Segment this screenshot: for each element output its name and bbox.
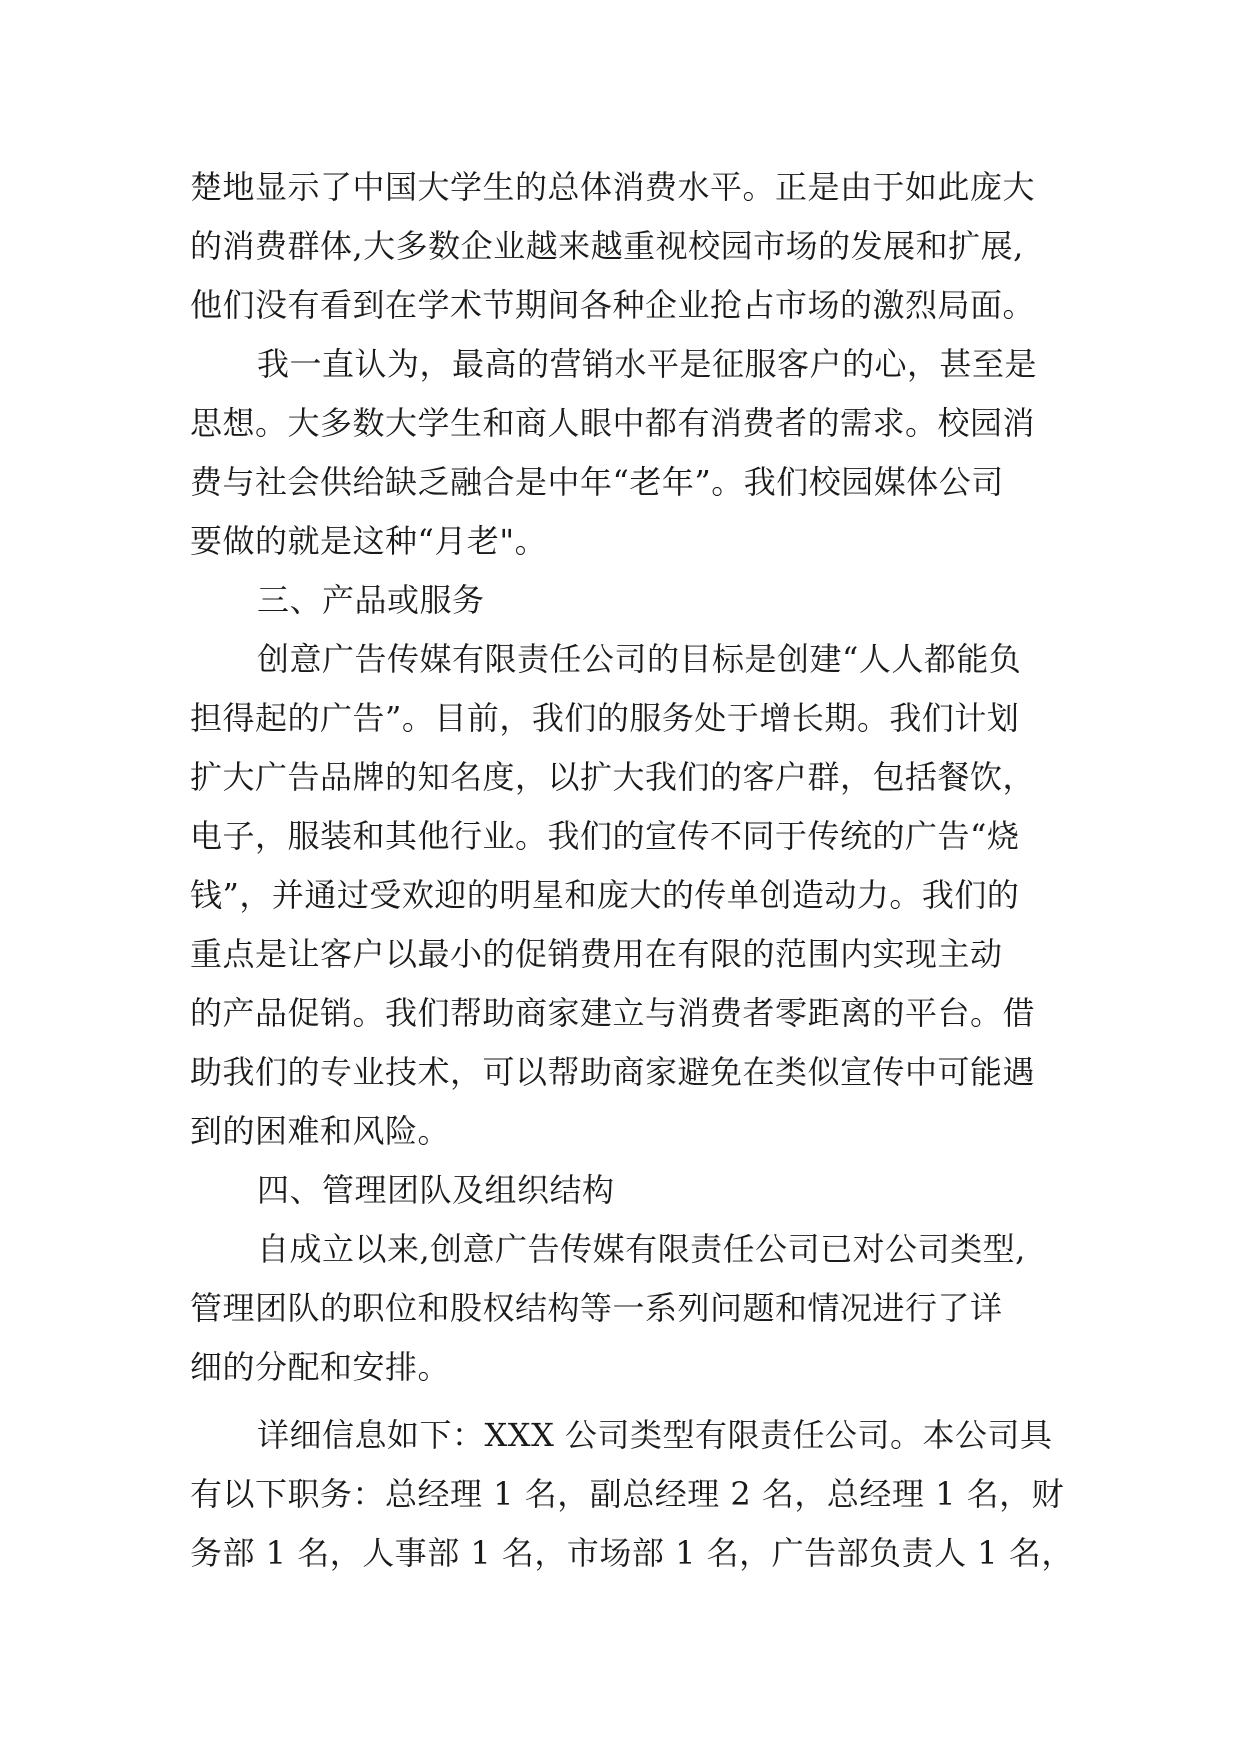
text-line: 务部 1 名，人事部 1 名，市场部 1 名，广告部负责人 1 名， xyxy=(190,1534,1074,1572)
text-line: 的消费群体,大多数企业越来越重视校园市场的发展和扩展, xyxy=(190,227,1024,265)
paragraph-start-line: 自成立以来,创意广告传媒有限责任公司已对公司类型, xyxy=(257,1230,1026,1268)
section-heading-management-team: 四、管理团队及组织结构 xyxy=(257,1171,615,1209)
text-line: 重点是让客户以最小的促销费用在有限的范围内实现主动 xyxy=(190,935,1003,973)
section-heading-products-services: 三、产品或服务 xyxy=(257,581,485,619)
document-body xyxy=(190,158,1090,1583)
text-line: 有以下职务：总经理 1 名，副总经理 2 名，总经理 1 名，财 xyxy=(190,1475,1065,1513)
text-line: 的产品促销。我们帮助商家建立与消费者零距离的平台。借 xyxy=(190,994,1036,1032)
paragraph-start-line: 我一直认为，最高的营销水平是征服客户的心，甚至是 xyxy=(257,345,1038,383)
text-line: 扩大广告品牌的知名度，以扩大我们的客户群，包括餐饮， xyxy=(190,758,1036,796)
text-line: 楚地显示了中国大学生的总体消费水平。正是由于如此庞大 xyxy=(190,168,1036,206)
text-line: 费与社会供给缺乏融合是中年“老年”。我们校园媒体公司 xyxy=(190,463,1004,501)
text-line: 电子，服装和其他行业。我们的宣传不同于传统的广告“烧 xyxy=(190,817,1020,855)
text-line: 他们没有看到在学术节期间各种企业抢占市场的激烈局面。 xyxy=(190,286,1036,324)
text-line: 细的分配和安排。 xyxy=(190,1348,451,1386)
text-line: 思想。大多数大学生和商人眼中都有消费者的需求。校园消 xyxy=(190,404,1036,442)
paragraph-start-line: 详细信息如下：XXX 公司类型有限责任公司。本公司具 xyxy=(257,1416,1053,1454)
text-line: 到的困难和风险。 xyxy=(190,1112,451,1150)
paragraph-start-line: 创意广告传媒有限责任公司的目标是创建“人人都能负 xyxy=(257,640,1022,678)
text-line: 钱”，并通过受欢迎的明星和庞大的传单创造动力。我们的 xyxy=(190,876,1020,914)
text-line: 担得起的广告”。目前，我们的服务处于增长期。我们计划 xyxy=(190,699,1020,737)
text-line: 要做的就是这种“月老"。 xyxy=(190,522,548,560)
text-line: 助我们的专业技术，可以帮助商家避免在类似宣传中可能遇 xyxy=(190,1053,1036,1091)
text-line: 管理团队的职位和股权结构等一系列问题和情况进行了详 xyxy=(190,1289,1003,1327)
